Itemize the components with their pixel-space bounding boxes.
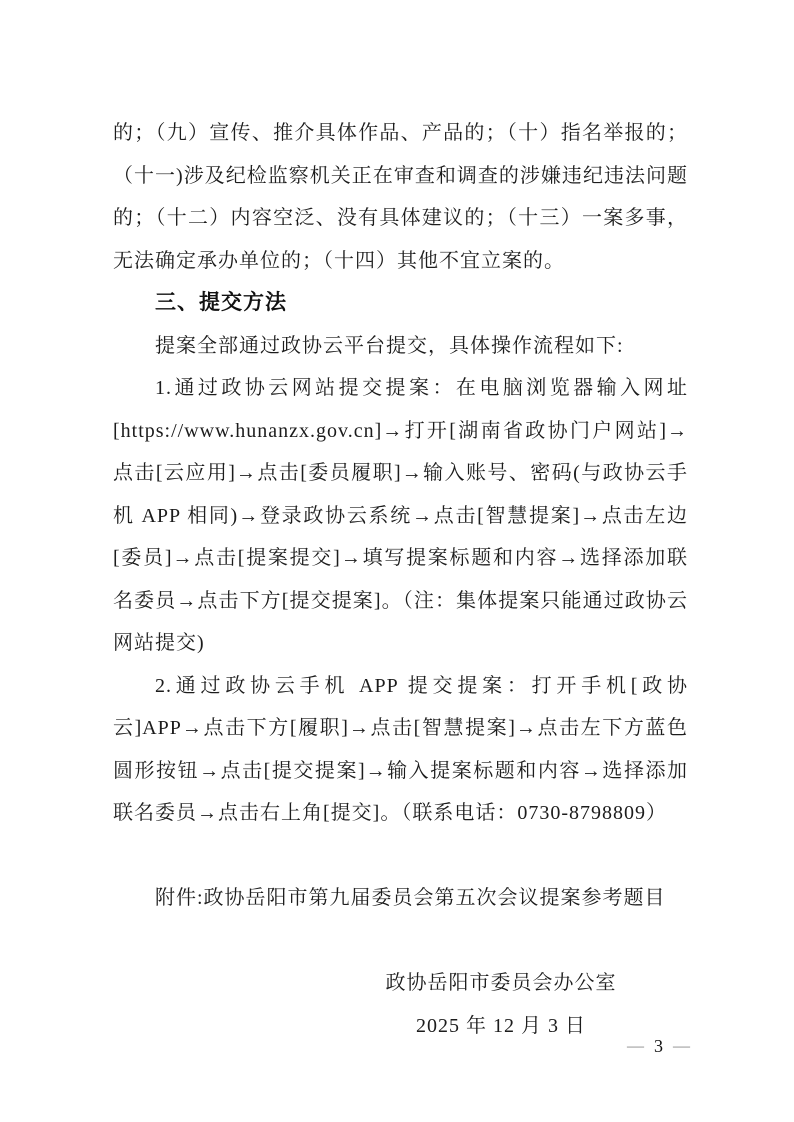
page-number xyxy=(627,1036,690,1056)
signature-date: 2025 年 12 月 3 日 xyxy=(416,1014,586,1037)
paragraph-intro: 提案全部通过政协云平台提交，具体操作流程如下: xyxy=(155,334,624,357)
paragraph-exclusion-items: 的；（九）宣传、推介具体作品、产品的；（十）指名举报的；（十一)涉及纪检监察机关正在审查和调查的涉嫌违纪违法问题的；（十二）内容空泛、没有具体建议的；（十三）一案多事，无法确定承办单位的；（十四）其他不宜立案的。 xyxy=(113,122,688,272)
section-heading-submission-method: 三、提交方法 xyxy=(155,291,287,314)
page-number-right-dash: — xyxy=(673,1036,690,1055)
attachment-reference-line: 附件:政协岳阳市第九届委员会第五次会议提案参考题目 xyxy=(155,887,666,909)
page-number-left-dash: — xyxy=(627,1036,644,1055)
page-number-value: 3 xyxy=(654,1036,663,1056)
paragraph-method-app: 2.通过政协云手机 APP 提交提案：打开手机[政协云]APP→点击下方[履职]→点击[智慧提案]→点击左下方蓝色圆形按钮→点击[提交提案]→输入提案标题和内容→选择添加联名委员→点击右上角[提交]。（联系电话：0730-8798809） xyxy=(113,674,688,824)
document-body xyxy=(113,112,688,1047)
signature-block xyxy=(361,962,641,1047)
signature-organization: 政协岳阳市委员会办公室 xyxy=(385,972,617,994)
paragraph-method-website: 1.通过政协云网站提交提案：在电脑浏览器输入网址[https://www.hunanzx.gov.cn]→打开[湖南省政协门户网站]→点击[云应用]→点击[委员履职]→输入账号、密码(与政协云手机 APP 相同)→登录政协云系统→点击[智慧提案]→点击左边[委员]→点击[提案提交]→填写提案标题和内容→选择添加联名委员→点击下方[提交提案]。（注：集体提案只能通过政协云网站提交) xyxy=(113,377,688,654)
